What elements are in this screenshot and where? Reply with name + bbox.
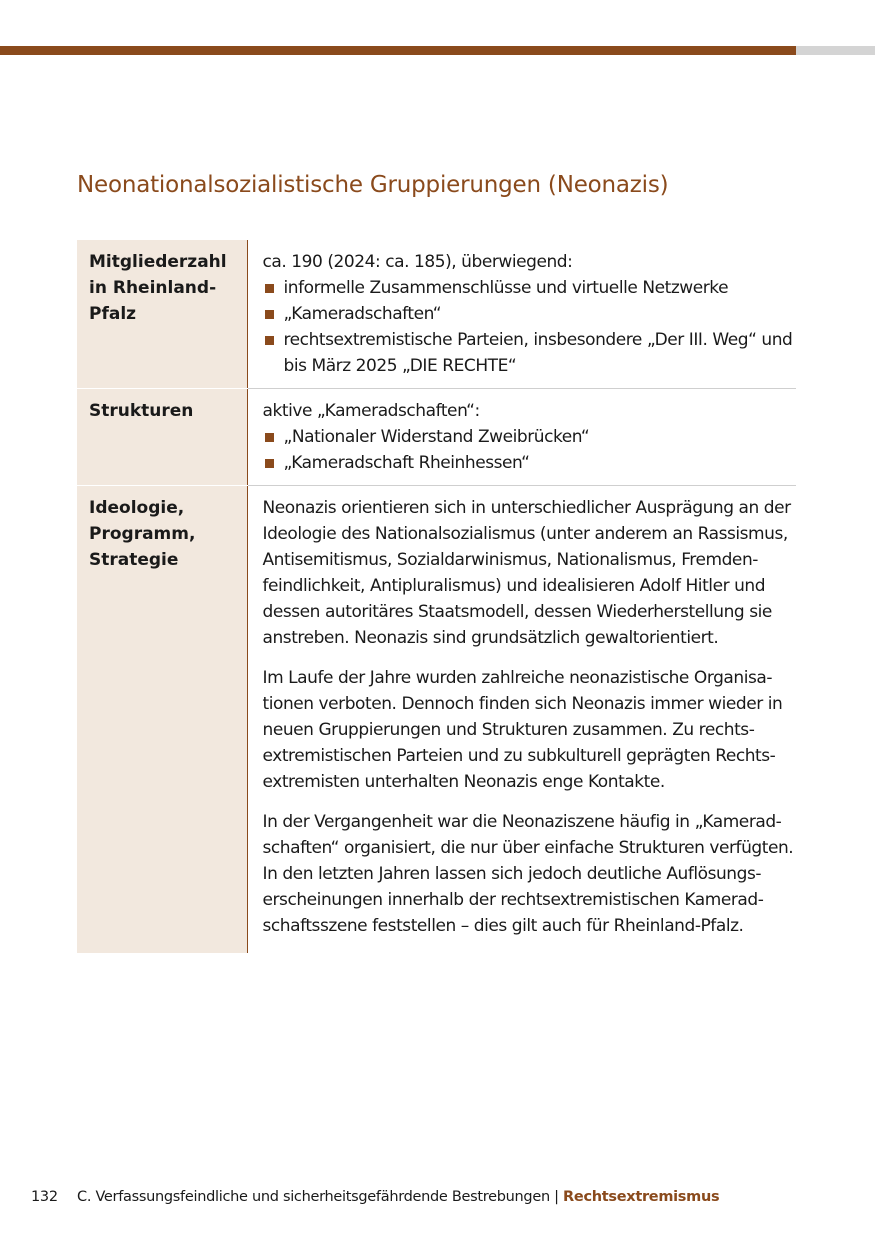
paragraph: Im Laufe der Jahre wurden zahlreiche neonazistische Organisa-tionen verboten. Dennoch finden sich Neonazis immer wieder in neuen Gruppierungen und Strukturen zusammen. Zu rechts-extremistischen Parteien und zu subkulturell geprägten Rechts-extremisten unterhalten Neonazis enge Kontakte.: [262, 668, 783, 792]
page-title: Neonationalsozialistische Gruppierungen (Neonazis): [77, 172, 669, 198]
list-item: „Nationaler Widerstand Zweibrücken“: [263, 424, 797, 450]
row-content: [247, 486, 796, 953]
info-table: [77, 240, 796, 953]
footer-section: [77, 1189, 719, 1205]
page-number: 132: [31, 1189, 58, 1205]
row-label: Ideologie, Programm, Strategie: [77, 486, 247, 953]
row-intro: ca. 190 (2024: ca. 185), überwiegend:: [262, 252, 573, 272]
paragraph: In der Vergangenheit war die Neonaziszene häufig in „Kamerad-schaften“ organisiert, die nur über einfache Strukturen verfügten. In den letzten Jahren lassen sich jedoch deutliche Auflösungs-erscheinungen innerhalb der rechtsextremistischen Kamerad-schaftsszene feststellen – dies gilt auch für Rheinland-Pfalz.: [262, 812, 794, 936]
paragraph: Neonazis orientieren sich in unterschiedlicher Ausprägung an der Ideologie des Nationalsozialismus (unter anderem an Rassismus, Antisemitismus, Sozialdarwinismus, Nationalismus, Fremden-feindlichkeit, Antipluralismus) und idealisieren Adolf Hitler und dessen autoritäres Staatsmodell, dessen Wiederherstellung sie anstreben. Neonazis sind grundsätzlich gewaltorientiert.: [262, 498, 791, 648]
bullet-list: [263, 424, 797, 476]
footer-chapter: Rechtsextremismus: [563, 1189, 720, 1205]
row-label: Mitgliederzahl in Rheinland-Pfalz: [77, 240, 247, 389]
table-row-structures: [77, 389, 796, 486]
list-item: „Kameradschaften“: [263, 301, 797, 327]
bullet-list: [263, 275, 797, 379]
list-item: informelle Zusammenschlüsse und virtuelle Netzwerke: [263, 275, 797, 301]
row-intro: aktive „Kameradschaften“:: [262, 401, 480, 421]
row-content: [247, 389, 796, 486]
row-label: Strukturen: [77, 389, 247, 486]
footer-section-title: C. Verfassungsfeindliche und sicherheitsgefährdende Bestrebungen |: [77, 1189, 564, 1205]
list-item: rechtsextremistische Parteien, insbesondere „Der III. Weg“ und bis März 2025 „DIE RECHTE“: [263, 327, 797, 379]
header-grey-bar: [796, 46, 875, 55]
table-row-members: [77, 240, 796, 389]
row-content: [247, 240, 796, 389]
table-row-ideology: [77, 486, 796, 953]
header-accent-bar: [0, 46, 796, 55]
list-item: „Kameradschaft Rheinhessen“: [263, 450, 797, 476]
